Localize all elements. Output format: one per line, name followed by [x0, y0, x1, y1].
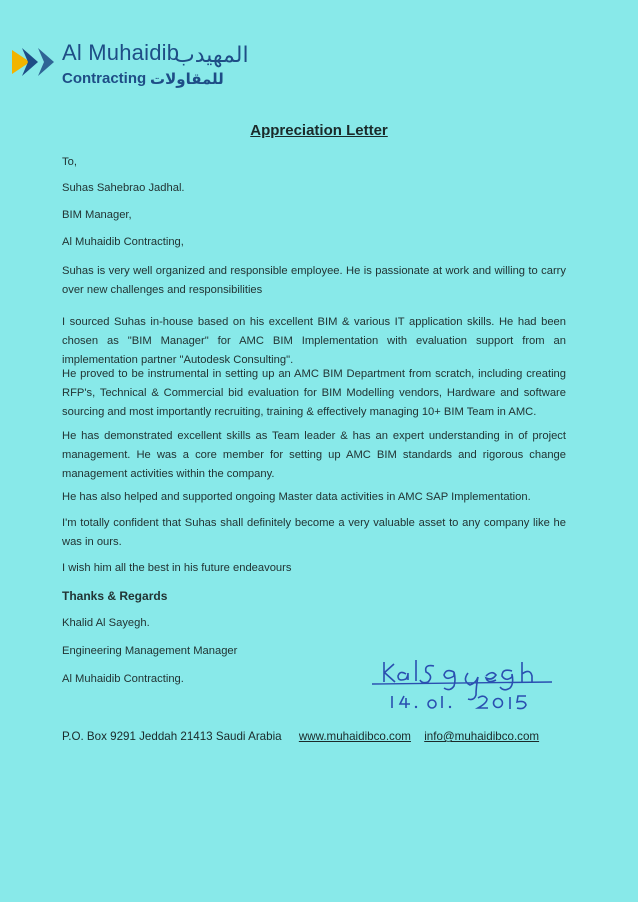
paragraph-5: He has also helped and supported ongoing Master data activities in AMC SAP Implementation. [62, 491, 531, 503]
salutation-to: To, [62, 156, 77, 168]
company-name-en: Al Muhaidib [62, 40, 180, 65]
footer-email-link[interactable]: info@muhaidibco.com [424, 730, 540, 743]
company-subtitle-ar: للمقاولات [150, 71, 224, 88]
paragraph-4: He has demonstrated excellent skills as Team leader & has an expert understanding in of project management. He was a core member for setting up AMC BIM standards and rigorous change management activities within the company. [62, 430, 566, 480]
letter-title: Appreciation Letter [250, 122, 388, 139]
signer-name: Khalid Al Sayegh. [62, 617, 150, 629]
company-logo-icon [8, 42, 68, 82]
signer-title: Engineering Management Manager [62, 645, 238, 657]
paragraph-3: He proved to be instrumental in setting up an AMC BIM Department from scratch, including creating RFP's, Technical & Commercial bid evaluation for BIM Modelling vendors, Hardware and software sourcing and most importantly recruiting, training & effectively managing 10+ BIM Team in AMC. [62, 368, 566, 418]
paragraph-1: Suhas is very well organized and responsible employee. He is passionate at work and willing to carry over new challenges and responsibilities [62, 265, 566, 296]
recipient-name: Suhas Sahebrao Jadhal. [62, 182, 185, 194]
closing-regards: Thanks & Regards [62, 589, 168, 603]
paragraph-6: I'm totally confident that Suhas shall definitely become a very valuable asset to any company like he was in ours. [62, 517, 566, 548]
company-subtitle-en: Contracting [62, 70, 147, 87]
company-name-ar: المهيدب [174, 42, 249, 67]
footer-address: P.O. Box 9291 Jeddah 21413 Saudi Arabia [62, 730, 282, 743]
recipient-company: Al Muhaidib Contracting, [62, 236, 184, 248]
footer [62, 730, 582, 743]
handwritten-signature [360, 656, 580, 716]
recipient-position: BIM Manager, [62, 209, 132, 221]
footer-website-link[interactable]: www.muhaidibco.com [298, 730, 411, 743]
paragraph-2: I sourced Suhas in-house based on his excellent BIM & various IT application skills. He had been chosen as "BIM Manager" for AMC BIM Implementation with evaluation support from an implementation partner "Autodesk Consulting". [62, 316, 566, 366]
paragraph-7: I wish him all the best in his future endeavours [62, 562, 292, 574]
signer-company: Al Muhaidib Contracting. [62, 673, 184, 685]
